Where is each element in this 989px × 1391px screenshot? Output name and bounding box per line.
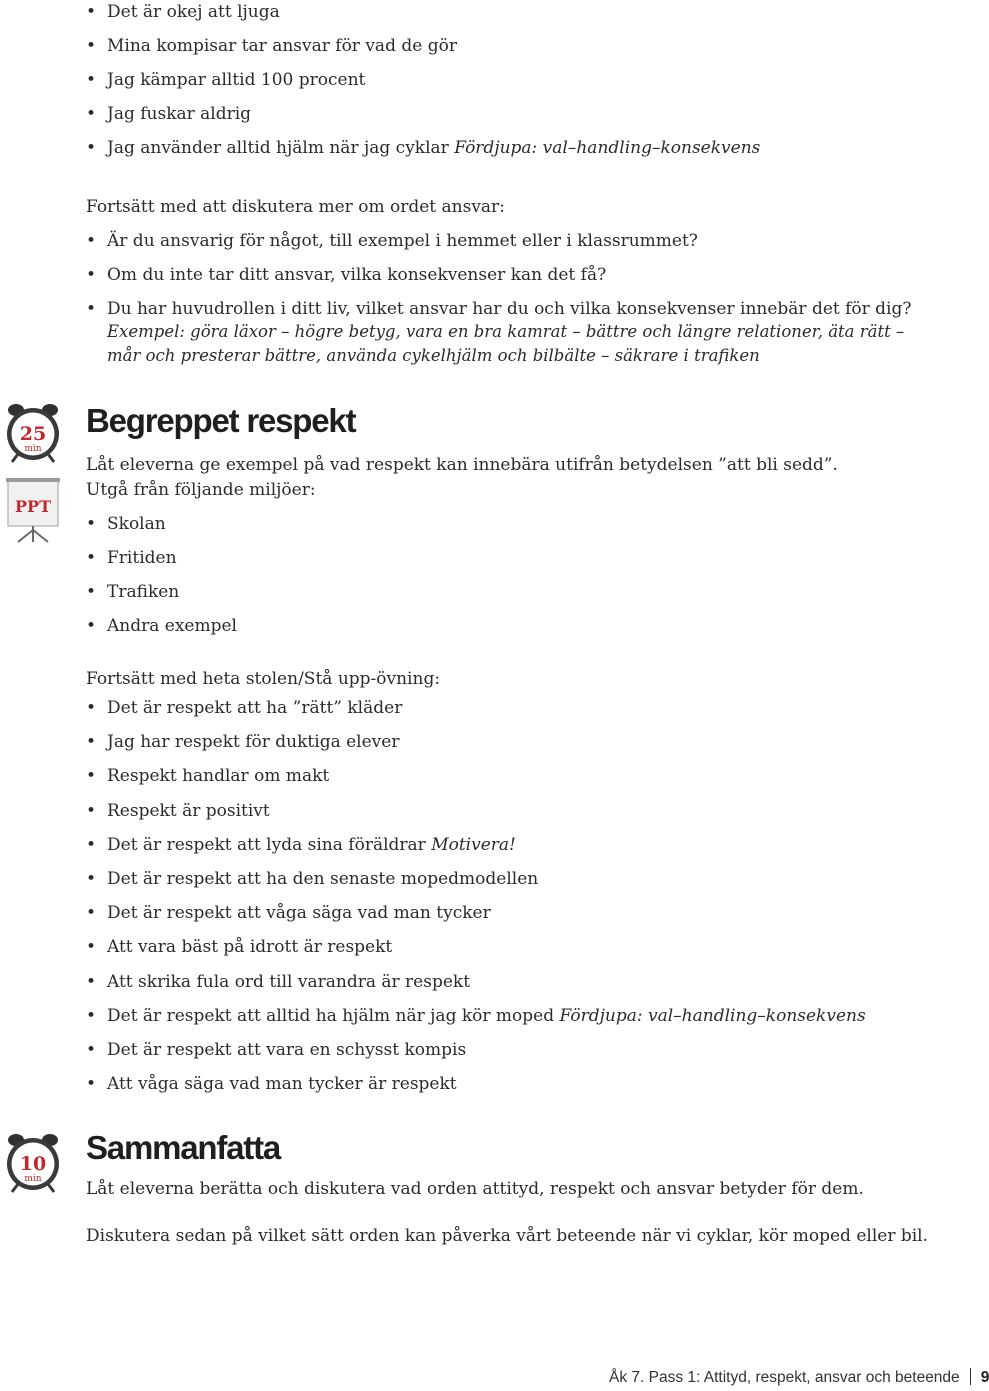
ansvar-example: Exempel: göra läxor – högre betyg, vara en bra kamrat – bättre och längre relationer, äta rätt – mår och presterar bättre, använda cykelhjälm och bilbälte – säkrare i trafiken <box>107 322 905 365</box>
statement-text: Respekt är positivt <box>107 801 270 821</box>
list-item: Jag kämpar alltid 100 procent <box>107 70 366 90</box>
bullet: • <box>86 937 97 957</box>
deepen-note: Fördjupa: val–handling–konsekvens <box>454 138 761 158</box>
environment-item: Trafiken <box>107 582 180 602</box>
bullet: • <box>86 514 97 534</box>
summary-paragraph-2: Diskutera sedan på vilket sätt orden kan påverka vårt beteende när vi cyklar, kör moped eller bil. <box>86 1226 929 1246</box>
statement-text: Det är respekt att våga säga vad man tycker <box>107 903 491 923</box>
exercise-intro: Fortsätt med heta stolen/Stå upp-övning: <box>86 669 441 689</box>
statement-item <box>107 732 399 752</box>
summary-paragraph: Låt eleverna berätta och diskutera vad orden attityd, respekt och ansvar betyder för dem. <box>86 1179 864 1199</box>
list-item: Jag fuskar aldrig <box>107 104 252 124</box>
question-item: Om du inte tar ditt ansvar, vilka konsekvenser kan det få? <box>107 265 607 285</box>
statement-item <box>107 835 516 855</box>
bullet: • <box>86 548 97 568</box>
statement-item <box>107 698 402 718</box>
question-item: Du har huvudrollen i ditt liv, vilket ansvar har du och vilka konsekvenser innebär det för dig? <box>107 299 912 319</box>
bullet: • <box>86 801 97 821</box>
section-heading-sammanfatta: Sammanfatta <box>86 1129 281 1166</box>
statement-text: Respekt handlar om makt <box>107 766 330 786</box>
statement-item <box>107 903 491 923</box>
bullet: • <box>86 231 97 251</box>
statement-item <box>107 801 270 821</box>
bullet: • <box>86 1006 97 1026</box>
footer-text: Åk 7. Pass 1: Attityd, respekt, ansvar och beteende <box>609 1369 960 1386</box>
list-item-text: Jag använder alltid hjälm när jag cyklar <box>107 138 455 158</box>
environment-item: Skolan <box>107 514 166 534</box>
statement-text: Att vara bäst på idrott är respekt <box>107 937 393 957</box>
section-heading-respekt: Begreppet respekt <box>86 402 356 439</box>
respekt-intro: Låt eleverna ge exempel på vad respekt kan innebära utifrån betydelsen ”att bli sedd”. <box>86 455 838 475</box>
respekt-intro-2: Utgå från följande miljöer: <box>86 480 316 500</box>
bullet: • <box>86 2 97 22</box>
timer-minutes: 25 <box>19 423 47 445</box>
timer-minutes: 10 <box>19 1153 47 1175</box>
list-item: Mina kompisar tar ansvar för vad de gör <box>107 36 457 56</box>
timer-clock-icon <box>4 402 62 464</box>
ansvar-intro: Fortsätt med att diskutera mer om ordet ansvar: <box>86 197 505 217</box>
statement-item <box>107 937 392 957</box>
statement-text: Att våga säga vad man tycker är respekt <box>107 1074 457 1094</box>
statement-text: Det är respekt att vara en schysst kompis <box>107 1040 467 1060</box>
statement-text: Det är respekt att ha den senaste mopedmodellen <box>107 869 539 889</box>
bullet: • <box>86 1040 97 1060</box>
timer-unit: min <box>24 1174 42 1184</box>
environment-item: Andra exempel <box>107 616 237 636</box>
page-number: 9 <box>980 1369 989 1386</box>
bullet: • <box>86 835 97 855</box>
footer-divider <box>970 1368 971 1385</box>
statement-item <box>107 1040 466 1060</box>
ppt-label: PPT <box>15 497 51 516</box>
bullet: • <box>86 698 97 718</box>
bullet: • <box>86 1074 97 1094</box>
statement-text: Det är respekt att lyda sina föräldrar <box>107 835 432 855</box>
presentation-icon <box>4 474 62 546</box>
bullet: • <box>86 36 97 56</box>
bullet: • <box>86 265 97 285</box>
bullet: • <box>86 732 97 752</box>
statement-text: Det är respekt att ha ”rätt” kläder <box>107 698 403 718</box>
statement-text: Det är respekt att alltid ha hjälm när jag kör moped <box>107 1006 560 1026</box>
bullet: • <box>86 299 97 319</box>
bullet: • <box>86 582 97 602</box>
page-footer <box>609 1368 989 1387</box>
timer-clock-icon <box>4 1132 62 1194</box>
statement-item <box>107 1006 866 1026</box>
list-item <box>107 138 760 158</box>
bullet: • <box>86 138 97 158</box>
statement-note: Fördjupa: val–handling–konsekvens <box>559 1006 866 1026</box>
bullet: • <box>86 104 97 124</box>
bullet: • <box>86 616 97 636</box>
statement-note: Motivera! <box>431 835 516 855</box>
statement-item <box>107 869 538 889</box>
bullet: • <box>86 766 97 786</box>
list-item: Det är okej att ljuga <box>107 2 280 22</box>
bullet: • <box>86 70 97 90</box>
statement-text: Att skrika fula ord till varandra är respekt <box>107 972 471 992</box>
statement-item <box>107 1074 457 1094</box>
environment-item: Fritiden <box>107 548 177 568</box>
timer-unit: min <box>24 444 42 454</box>
bullet: • <box>86 869 97 889</box>
question-item: Är du ansvarig för något, till exempel i hemmet eller i klassrummet? <box>107 231 698 251</box>
bullet: • <box>86 972 97 992</box>
statement-item <box>107 766 329 786</box>
statement-item <box>107 972 470 992</box>
statement-text: Jag har respekt för duktiga elever <box>107 732 400 752</box>
bullet: • <box>86 903 97 923</box>
